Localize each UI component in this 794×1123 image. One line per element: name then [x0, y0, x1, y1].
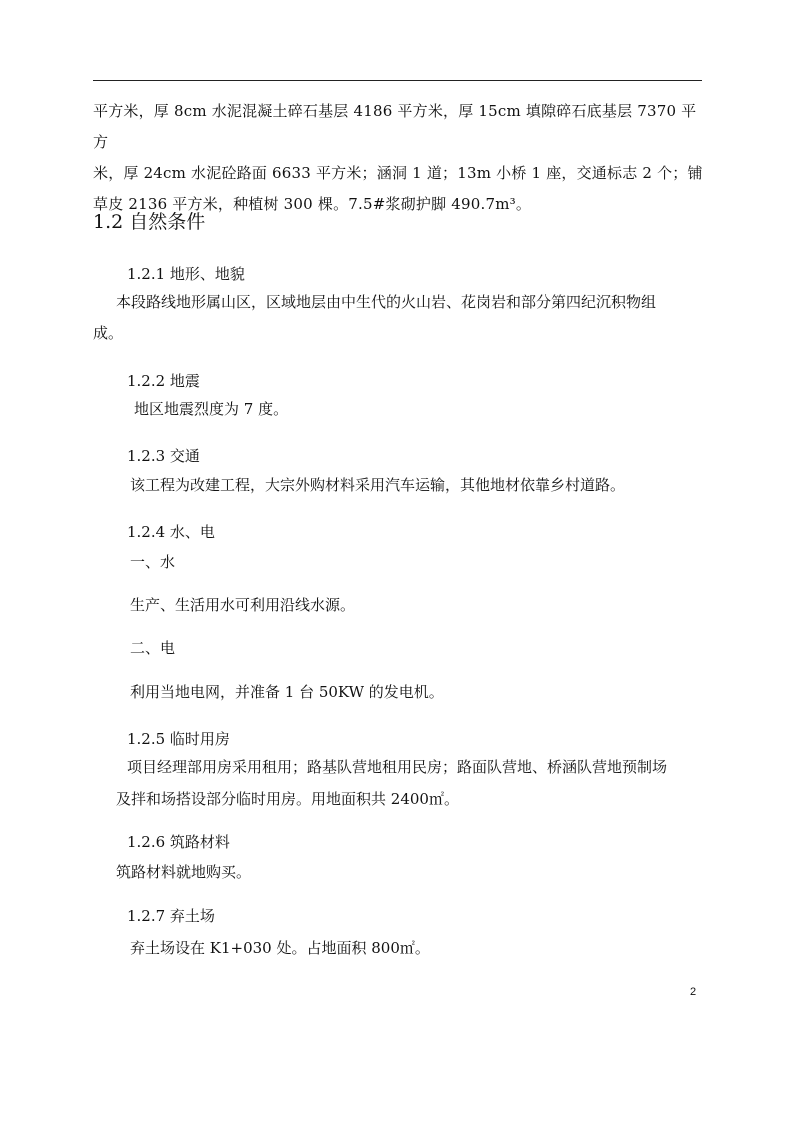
subsection-title-road-materials: 1.2.6 筑路材料	[127, 833, 230, 851]
intro-paragraph	[93, 96, 705, 220]
water-heading: 一、水	[130, 553, 176, 571]
materials-text: 筑路材料就地购买。	[116, 863, 252, 881]
terrain-text-line: 本段路线地形属山区，区域地层由中生代的火山岩、花岗岩和部分第四纪沉积物组	[116, 293, 657, 311]
subsection-title-terrain: 1.2.1 地形、地貌	[127, 265, 245, 283]
subsection-title-spoil-ground: 1.2.7 弃土场	[127, 907, 215, 925]
electricity-text: 利用当地电网，并准备 1 台 50KW 的发电机。	[130, 683, 444, 701]
intro-line: 草皮 2136 平方米，种植树 300 棵。7.5#浆砌护脚 490.7m³。	[93, 195, 532, 213]
housing-text-line: 及拌和场搭设部分临时用房。用地面积共 2400㎡。	[116, 790, 459, 808]
water-text: 生产、生活用水可利用沿线水源。	[130, 596, 356, 614]
subsection-title-earthquake: 1.2.2 地震	[127, 372, 200, 390]
intro-line: 平方米，厚 8cm 水泥混凝土碎石基层 4186 平方米，厚 15cm 填隙碎石底基层 7370 平方	[93, 102, 697, 151]
spoil-ground-text: 弃土场设在 K1+030 处。占地面积 800㎡。	[130, 939, 430, 957]
section-title: 1.2 自然条件	[93, 211, 206, 233]
subsection-title-water-electricity: 1.2.4 水、电	[127, 523, 215, 541]
electricity-heading: 二、电	[130, 639, 176, 657]
housing-text-line: 项目经理部用房采用租用；路基队营地租用民房；路面队营地、桥涵队营地预制场	[127, 758, 668, 776]
terrain-text-line: 成。	[93, 324, 124, 342]
header-rule	[93, 80, 702, 81]
page-number: 2	[690, 986, 697, 998]
traffic-text: 该工程为改建工程，大宗外购材料采用汽车运输，其他地材依靠乡村道路。	[130, 476, 626, 494]
subsection-title-traffic: 1.2.3 交通	[127, 447, 200, 465]
subsection-title-temporary-housing: 1.2.5 临时用房	[127, 730, 230, 748]
intro-line: 米，厚 24cm 水泥砼路面 6633 平方米；涵洞 1 道；13m 小桥 1 座，交通标志 2 个；铺	[93, 164, 703, 182]
earthquake-text: 地区地震烈度为 7 度。	[134, 400, 289, 418]
